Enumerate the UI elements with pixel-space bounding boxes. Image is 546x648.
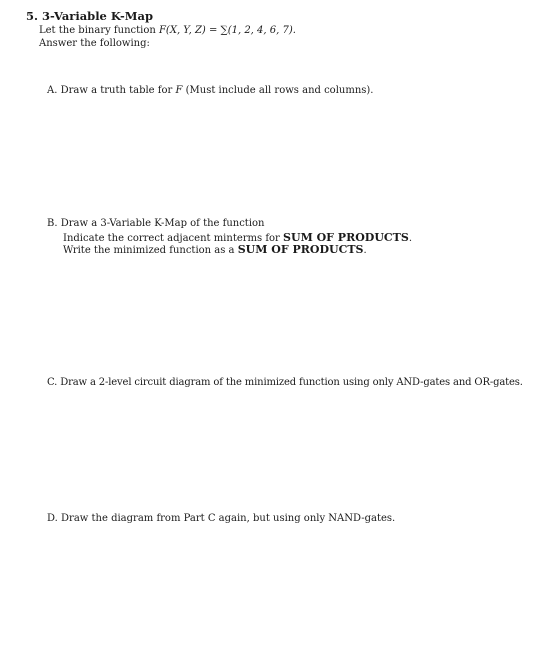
part-b-line1: B. Draw a 3-Variable K-Map of the function — [47, 218, 265, 229]
problem-instruction: Answer the following: — [39, 38, 150, 49]
part-b-line3-bold: SUM OF PRODUCTS — [237, 243, 364, 256]
part-d: D. Draw the diagram from Part C again, but using only NAND-gates. — [47, 513, 396, 524]
part-b-line2-suffix: . — [408, 233, 412, 244]
part-a — [47, 85, 373, 96]
function-expression: F(X, Y, Z) = ∑(1, 2, 4, 6, 7). — [158, 25, 296, 36]
part-a-var: F — [175, 85, 183, 96]
intro-prefix: Let the binary function — [39, 25, 156, 36]
part-b-line3-prefix: Write the minimized function as a — [63, 245, 235, 256]
problem-title — [26, 9, 153, 23]
part-a-suffix: (Must include all rows and columns). — [185, 85, 374, 96]
part-b-line2-bold: SUM OF PRODUCTS — [283, 231, 409, 244]
part-b-line3 — [63, 243, 367, 256]
part-a-prefix: A. Draw a truth table for — [47, 85, 173, 96]
problem-number: 5. — [26, 9, 39, 23]
part-c: C. Draw a 2-level circuit diagram of the minimized function using only AND-gates and OR-gates. — [47, 377, 523, 388]
problem-title-text: 3-Variable K-Map — [42, 9, 154, 23]
problem-intro — [39, 25, 296, 36]
part-b-line3-suffix: . — [363, 245, 367, 256]
part-b-line2-prefix: Indicate the correct adjacent minterms for — [63, 233, 280, 244]
